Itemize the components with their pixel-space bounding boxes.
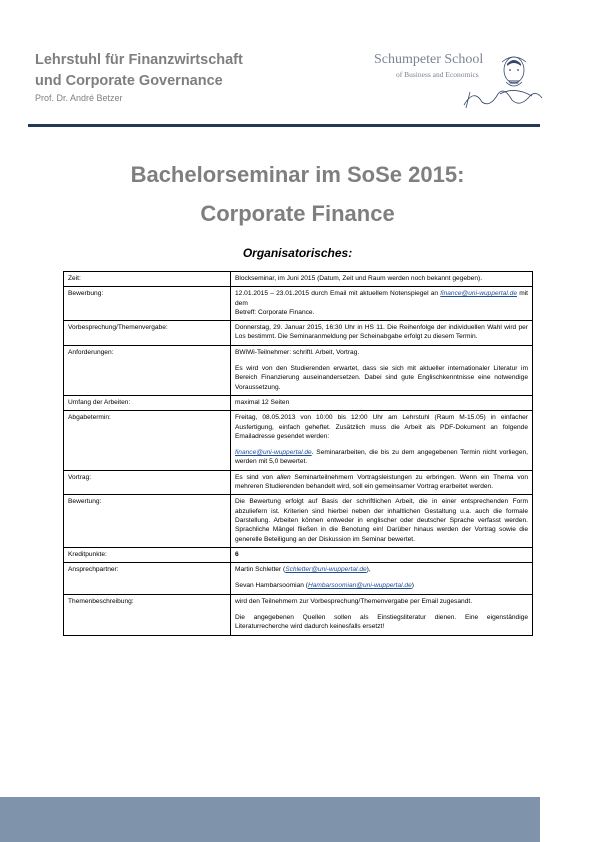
table-row [64, 411, 533, 470]
table-row [64, 563, 533, 595]
chair-name-line1: Lehrstuhl für Finanzwirtschaft [35, 52, 243, 68]
text: 12.01.2015 – 23.01.2015 durch Email mit aktuellem Notenspiegel an [235, 290, 441, 298]
row-label: Anforderungen: [64, 345, 231, 395]
logo-name: Schumpeter School [374, 52, 484, 67]
paragraph: wird den Teilnehmern zur Vorbesprechung/Themenvergabe per Email zugesandt. [235, 597, 473, 605]
row-label: Vortrag: [64, 470, 231, 495]
chair-name-line2: und Corporate Governance [35, 73, 223, 89]
row-value: Die Bewertung erfolgt auf Basis der schriftlichen Arbeit, die in einer entsprechenden Form abzuliefern ist. Kriterien sind hierbei neben der inhaltlichen Gestaltung u.a. auch die formale Darstellung. Arbeiten können entweder in englischer oder deutscher Sprache verfasst werden. Sprachliche Mängel fließen in die Benotung ein! Darüber hinaus werden der Vortrag sowie die generelle Beteiligung an der Diskussion im Seminar bewertet. [231, 495, 533, 547]
row-label: Kreditpunkte: [64, 547, 231, 562]
contact [235, 581, 528, 590]
row-value [231, 594, 533, 635]
header-rule [28, 124, 540, 127]
table-row [64, 594, 533, 635]
paragraph: BWiWi-Teilnehmer: schriftl. Arbeit, Vortrag. [235, 348, 360, 356]
page-title-line1: Bachelorseminar im SoSe 2015: [130, 162, 465, 187]
schumpeter-school-logo [374, 50, 544, 110]
row-value: 6 [231, 547, 533, 562]
text: . Seminararbeiten, die bis zu dem angegebenen Termin nicht vorliegen, werden mit 5,0 bewertet. [235, 449, 528, 466]
contact [235, 565, 528, 574]
row-value: maximal 12 Seiten [231, 395, 533, 410]
email-link[interactable]: Hambarsoomian@uni-wuppertal.de [307, 582, 412, 590]
text: ) [411, 582, 414, 590]
row-value [231, 411, 533, 470]
paragraph [235, 448, 528, 467]
emphasis: allen [276, 473, 291, 481]
text: ), [366, 566, 371, 574]
table-row [64, 547, 533, 562]
row-label: Vorbesprechung/Themenvergabe: [64, 321, 231, 346]
row-label: Zeit: [64, 272, 231, 287]
paragraph: Es wird von den Studierenden erwartet, dass sie sich mit aktueller internationaler Literatur im Bereich Finanzierung auseinandersetzen. Dabei sind gute Englischkenntnisse eine notwendige Voraussetzung. [235, 365, 528, 391]
email-link[interactable]: finance@uni-wuppertal.de [440, 290, 517, 298]
row-value [231, 470, 533, 495]
page-title-line2: Corporate Finance [200, 201, 395, 226]
chair-name [35, 50, 243, 92]
row-value [231, 563, 533, 595]
row-label: Abgabetermin: [64, 411, 231, 470]
email-link[interactable]: Schletter@uni-wuppertal.de [285, 566, 367, 574]
table-row [64, 470, 533, 495]
row-value [231, 287, 533, 321]
section-heading: Organisatorisches: [242, 246, 353, 260]
row-label: Ansprechpartner: [64, 563, 231, 595]
row-value [231, 345, 533, 395]
table-row [64, 272, 533, 287]
schumpeter-portrait-icon [374, 50, 544, 110]
info-table [63, 271, 533, 636]
logo-subtitle: of Business and Economics [396, 70, 479, 79]
row-label: Bewerbung: [64, 287, 231, 321]
row-value: Donnerstag, 29. Januar 2015, 16:30 Uhr in HS 11. Die Reihenfolge der individuellen Wahl wird per Los bestimmt. Die Seminaranmeldung per Scheinabgabe erfolgt zu diesem Termin. [231, 321, 533, 346]
email-link[interactable]: finance@uni-wuppertal.de [235, 449, 312, 457]
paragraph: Freitag, 08.05.2013 von 10:00 bis 12:00 Uhr am Lehrstuhl (Raum M-15.05) in einfacher Ausfertigung, einfach geheftet. Zusätzlich muss die Arbeit als PDF-Dokument an folgende Emailadresse gesendet werden: [235, 414, 528, 440]
row-value: Blockseminar, im Juni 2015 (Datum, Zeit und Raum werden noch bekannt gegeben). [231, 272, 533, 287]
professor-name: Prof. Dr. André Betzer [35, 93, 123, 103]
table-row [64, 287, 533, 321]
text: Sevan Hambarsoomian ( [235, 582, 308, 590]
row-label: Umfang der Arbeiten: [64, 395, 231, 410]
text: Es sind von [235, 473, 277, 481]
paragraph: Die angegebenen Quellen sollen als Einstiegsliteratur dienen. Eine eigenständige Literaturrecherche wird dadurch keinesfalls ersetzt! [235, 614, 528, 631]
text: Martin Schletter ( [235, 566, 286, 574]
table-row [64, 321, 533, 346]
table-row [64, 345, 533, 395]
row-label: Themenbeschreibung: [64, 594, 231, 635]
text: Seminarteilnehmern Vortragsleistungen zu erbringen. Wenn ein Thema von mehreren Studierenden behandelt wird, soll ein gemeinsamer Vortrag erarbeitet werden. [235, 473, 528, 491]
row-label: Bewertung: [64, 495, 231, 547]
text: Betreff: Corporate Finance. [235, 308, 315, 316]
text: mit dem [235, 290, 528, 307]
table-row [64, 395, 533, 410]
footer-band [0, 797, 540, 842]
table-row [64, 495, 533, 547]
